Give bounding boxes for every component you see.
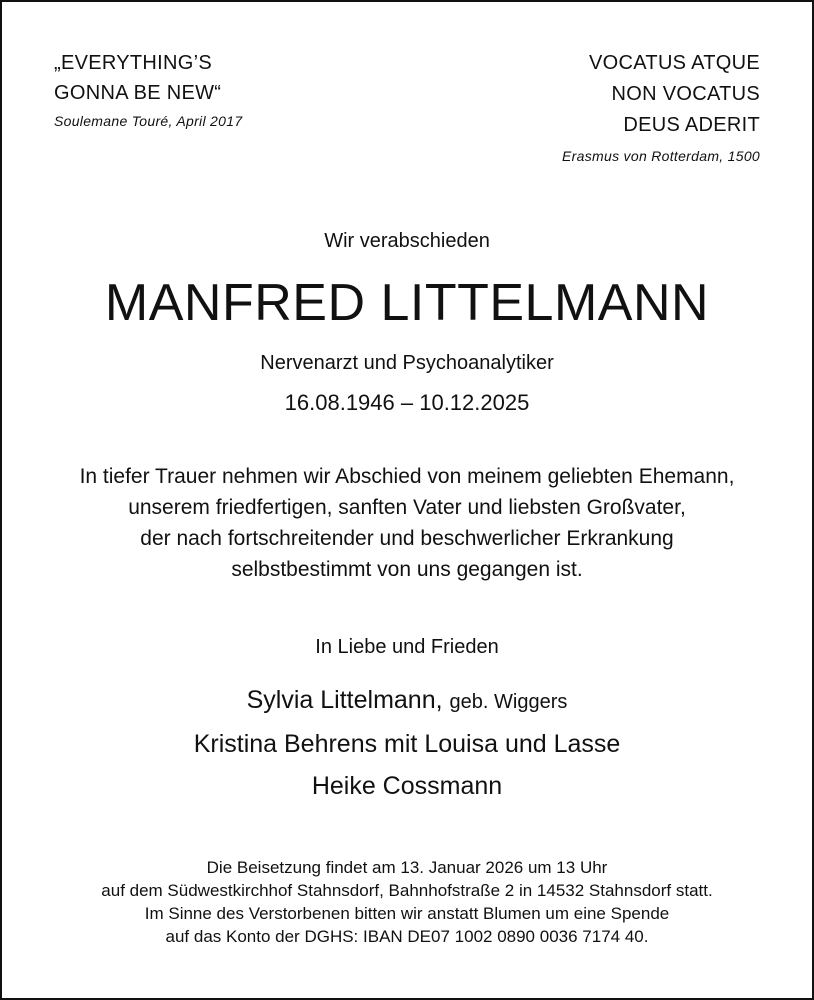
funeral-line: Die Beisetzung findet am 13. Januar 2026 um 13 Uhr <box>206 858 608 877</box>
funeral-line: Im Sinne des Verstorbenen bitten wir anstatt Blumen um eine Spende <box>144 904 670 923</box>
intro-text: Wir verabschieden <box>324 230 490 252</box>
message-line: der nach fortschreitender und beschwerlicher Erkrankung <box>140 527 674 550</box>
quote-left-attribution: Soulemane Touré, April 2017 <box>54 113 243 129</box>
spouse-birth-name: geb. Wiggers <box>449 691 568 713</box>
message-line: unserem friedfertigen, sanften Vater und liebsten Großvater, <box>128 496 686 519</box>
quote-right-line: VOCATUS ATQUE <box>589 52 760 74</box>
quote-right-attribution: Erasmus von Rotterdam, 1500 <box>562 148 760 164</box>
family-line: Kristina Behrens mit Louisa und Lasse <box>193 730 621 758</box>
family-line: Heike Cossmann <box>311 772 503 800</box>
message-line: selbstbestimmt von uns gegangen ist. <box>231 558 583 581</box>
quote-left <box>54 48 242 130</box>
quote-left-line: GONNA BE NEW“ <box>54 82 222 104</box>
funeral-info <box>2 856 812 948</box>
funeral-line: auf das Konto der DGHS: IBAN DE07 1002 0890 0036 7174 40. <box>165 927 649 946</box>
quote-right-line: NON VOCATUS <box>611 83 760 105</box>
deceased-profession: Nervenarzt und Psychoanalytiker <box>260 352 554 374</box>
quote-right-line: DEUS ADERIT <box>623 114 760 136</box>
closing-text: In Liebe und Frieden <box>315 636 499 658</box>
deceased-dates: 16.08.1946 – 10.12.2025 <box>284 390 530 415</box>
family-line-spouse <box>2 679 812 723</box>
mourning-message <box>2 461 812 585</box>
quote-right <box>562 48 760 165</box>
spouse-name: Sylvia Littelmann, <box>246 686 443 714</box>
funeral-line: auf dem Südwestkirchhof Stahnsdorf, Bahnhofstraße 2 in 14532 Stahnsdorf statt. <box>101 881 713 900</box>
deceased-name: MANFRED LITTELMANN <box>104 274 710 332</box>
quote-left-line: „EVERYTHING’S <box>54 52 213 74</box>
family-signatures <box>2 679 812 807</box>
message-line: In tiefer Trauer nehmen wir Abschied von meinem geliebten Ehemann, <box>79 465 735 488</box>
